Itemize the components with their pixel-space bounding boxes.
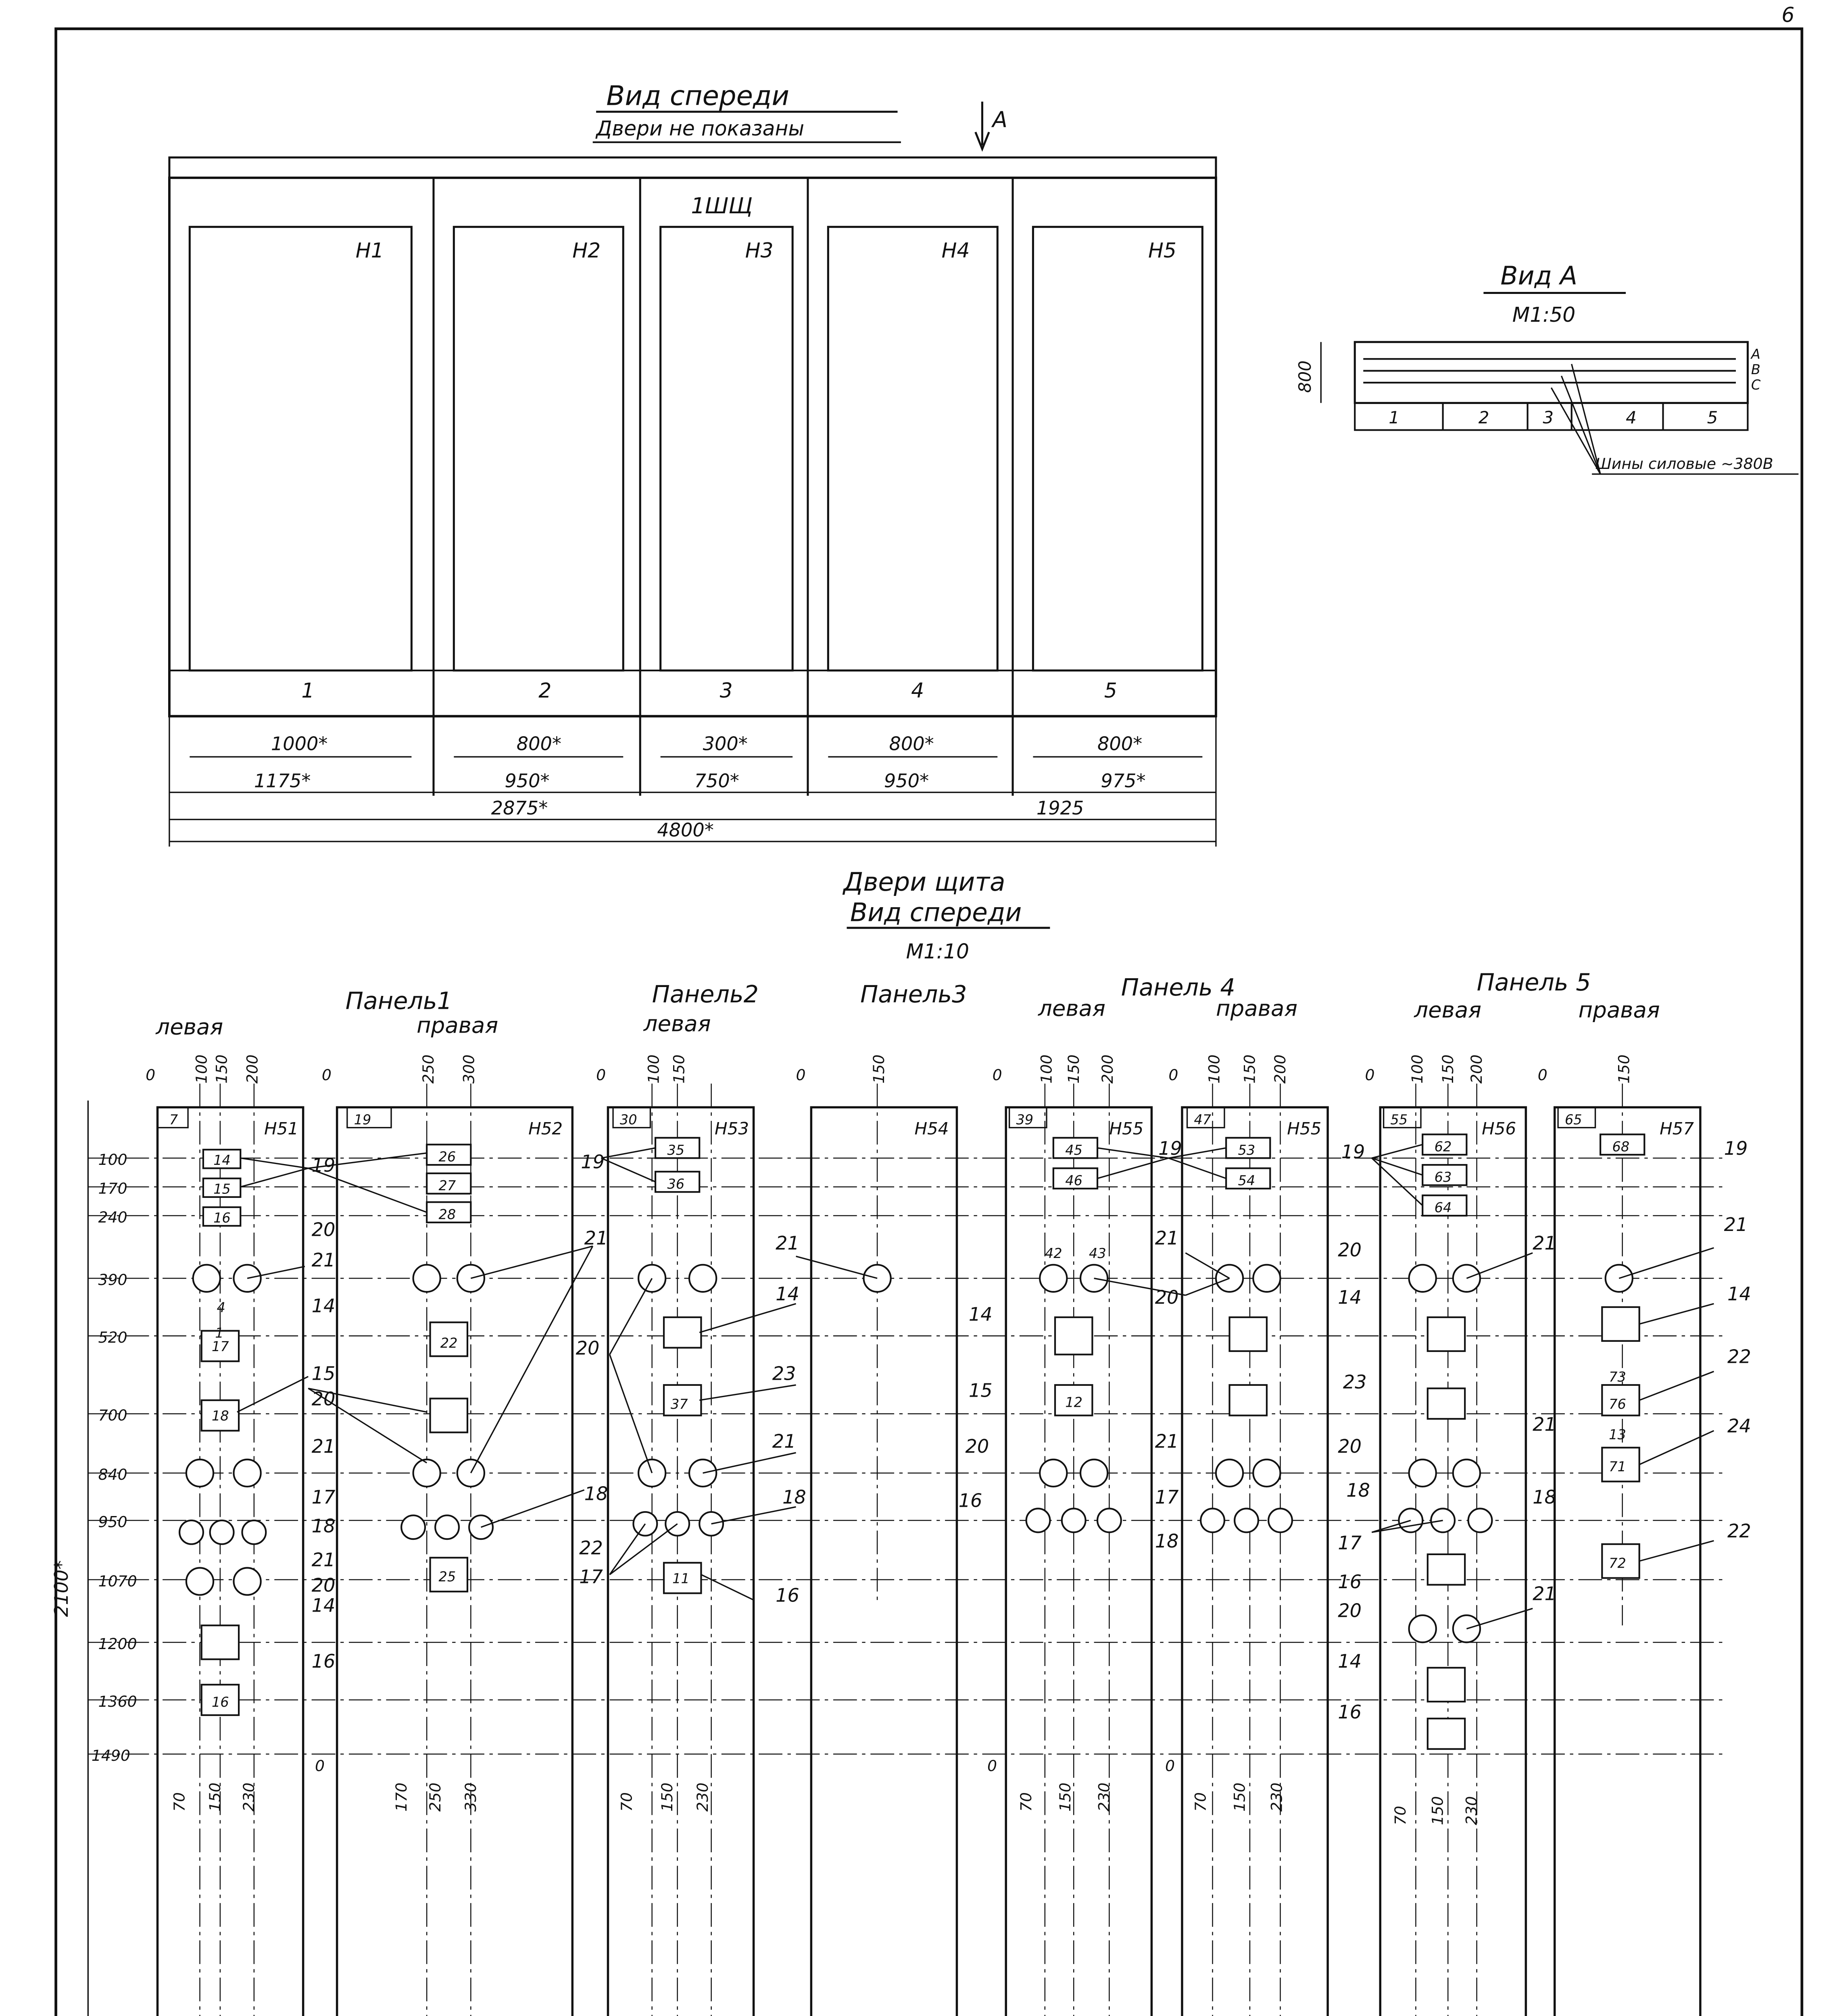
top-dim: 100 (644, 1054, 663, 1084)
plate-number: 27 (438, 1178, 456, 1194)
panel-5-window (1033, 227, 1202, 671)
leader-ref: 14 (1338, 1650, 1362, 1672)
leader-ref: 21 (1533, 1583, 1556, 1605)
leader-ref: 23 (1343, 1371, 1367, 1393)
top-dim: 200 (243, 1054, 261, 1084)
leader-ref: 21 (1155, 1227, 1179, 1249)
plate-number: 68 (1612, 1139, 1630, 1155)
leader-ref: 18 (311, 1515, 336, 1537)
leader-ref: 17 (1155, 1486, 1179, 1508)
bottom-dim: 230 (1462, 1796, 1481, 1825)
door-h55-left (1006, 1107, 1151, 2016)
plate-number: 36 (667, 1176, 685, 1192)
leader-ref: 19 (581, 1151, 605, 1173)
leader-ref: 21 (311, 1249, 336, 1271)
leader-ref: 21 (311, 1549, 336, 1571)
leader-ref: 16 (311, 1650, 336, 1672)
door-tag: Н55 (1287, 1118, 1322, 1139)
phase-mark: А (1751, 346, 1760, 362)
leader-ref: 18 (1533, 1486, 1556, 1508)
view-a-arrow (976, 102, 1007, 149)
panel-number: 4 (911, 679, 924, 703)
plate-number: 25 (438, 1569, 456, 1585)
leader-ref: 16 (1338, 1701, 1362, 1723)
top-dim: 0 (1365, 1066, 1375, 1084)
leader-ref: 19 (1341, 1141, 1365, 1163)
leader-ref: 14 (311, 1594, 336, 1616)
leader-ref: 20 (311, 1574, 336, 1596)
phase-mark: С (1751, 377, 1761, 393)
panel-width: 800* (516, 733, 561, 755)
top-dim: 150 (1064, 1054, 1082, 1084)
bottom-dim: 150 (206, 1783, 224, 1812)
leader-ref: 21 (772, 1430, 796, 1452)
leader-ref: 18 (782, 1486, 806, 1508)
level: 950 (98, 1513, 127, 1531)
leader-ref: 17 (311, 1486, 336, 1508)
bay-width: 1175* (254, 770, 311, 792)
leader-ref: 20 (311, 1388, 336, 1410)
panel-5-right: правая (1578, 997, 1660, 1023)
bottom-dim: 0 (987, 1757, 997, 1775)
panel-4-right: правая (1216, 995, 1298, 1021)
plate-number: 54 (1238, 1173, 1255, 1189)
leader-ref: 16 (1338, 1570, 1362, 1593)
top-dim: 300 (460, 1054, 478, 1084)
dim-1925: 1925 (1036, 797, 1084, 819)
doors-scale: М1:10 (906, 939, 970, 963)
panel-number: 1 (301, 679, 315, 703)
plate-number: 14 (213, 1152, 231, 1168)
plate-number: 1 (215, 1325, 224, 1341)
panel-1-left: левая (156, 1014, 223, 1040)
bottom-dim: 70 (617, 1792, 636, 1812)
leader-ref: 20 (576, 1337, 600, 1359)
level: 840 (98, 1466, 127, 1484)
dim-total: 4800* (657, 819, 714, 841)
bottom-dim: 250 (426, 1783, 444, 1812)
total-height: 2100* (50, 1560, 72, 1617)
frame-number: 47 (1194, 1112, 1212, 1128)
plate-number: 22 (440, 1335, 458, 1351)
plate-number: 73 (1609, 1369, 1626, 1385)
bay-width: 950* (884, 770, 929, 792)
level: 100 (98, 1151, 127, 1169)
panel-3-title: Панель3 (860, 980, 967, 1008)
leader-ref: 19 (311, 1154, 336, 1176)
panel-tag: Н4 (941, 238, 970, 262)
view-a-section: 4 (1626, 407, 1637, 427)
plate-number: 16 (213, 1210, 231, 1226)
top-dim: 0 (1168, 1066, 1178, 1084)
top-dim: 100 (1205, 1054, 1223, 1084)
top-dim: 0 (321, 1066, 332, 1084)
panel-tag: Н1 (355, 238, 384, 262)
page-number: 6 (1781, 3, 1795, 27)
panel-1-right: правая (416, 1012, 498, 1038)
sheet-frame (56, 29, 1802, 2016)
phase-mark: В (1751, 362, 1760, 378)
bottom-dim: 230 (1268, 1783, 1286, 1812)
panel-tag: Н5 (1148, 238, 1176, 262)
panel-2-title: Панель2 (652, 980, 759, 1008)
leader-ref: 20 (311, 1218, 336, 1241)
leader-ref: 21 (311, 1435, 336, 1457)
top-dim: 150 (1439, 1054, 1457, 1084)
panel-tag: Н3 (745, 238, 774, 262)
level: 240 (98, 1208, 127, 1226)
leader-ref: 14 (1338, 1286, 1362, 1308)
top-dim: 150 (670, 1054, 688, 1084)
panel-tag: Н2 (572, 238, 601, 262)
top-dim: 200 (1271, 1054, 1289, 1084)
leader-ref: 21 (1724, 1213, 1748, 1235)
leader-ref: 17 (1338, 1532, 1362, 1554)
level: 1070 (98, 1572, 137, 1590)
door-tag: Н51 (264, 1118, 299, 1139)
leader-ref: 22 (579, 1537, 603, 1559)
bottom-dim: 70 (1191, 1792, 1210, 1812)
view-a-section: 5 (1707, 407, 1718, 427)
panel-5-left: левая (1414, 997, 1482, 1023)
frame-number: 30 (619, 1112, 637, 1128)
top-dim: 0 (992, 1066, 1002, 1084)
top-dim: 150 (1241, 1054, 1259, 1084)
bottom-dim: 150 (658, 1783, 676, 1812)
bay-width: 750* (694, 770, 739, 792)
top-dim: 200 (1468, 1054, 1486, 1084)
bay-width: 950* (505, 770, 550, 792)
top-dim: 0 (796, 1066, 806, 1084)
leader-ref: 19 (1158, 1137, 1182, 1159)
leader-ref: 14 (1727, 1283, 1751, 1305)
panel-4-window (828, 227, 997, 671)
leader-ref: 20 (965, 1435, 989, 1457)
doors-subtitle: Вид спереди (850, 898, 1022, 927)
panel-number: 5 (1104, 679, 1117, 703)
level: 390 (98, 1271, 127, 1289)
panel-number: 2 (538, 679, 552, 703)
leader-ref: 20 (1338, 1239, 1362, 1261)
panel-3-window (661, 227, 793, 671)
view-a-section: 3 (1543, 407, 1554, 427)
leader-ref: 21 (1533, 1232, 1556, 1254)
leader-ref: 14 (776, 1283, 799, 1305)
leader-ref: 22 (1727, 1520, 1751, 1542)
plate-number: 42 (1045, 1245, 1062, 1262)
plate-number: 28 (438, 1206, 456, 1223)
leader-ref: 16 (958, 1489, 982, 1512)
panel-width: 800* (1097, 733, 1143, 755)
level: 520 (98, 1328, 127, 1346)
frame-number: 19 (354, 1112, 371, 1128)
door-h51 (158, 1107, 303, 2016)
panel-4-left: левая (1038, 995, 1105, 1021)
frame-number: 55 (1390, 1112, 1408, 1128)
front-view-subtitle: Двери не показаны (596, 116, 805, 140)
bottom-dim: 170 (392, 1783, 410, 1812)
view-a-section: 1 (1389, 407, 1399, 427)
leader-ref: 17 (579, 1566, 603, 1588)
bay-width: 975* (1101, 770, 1146, 792)
door-tag: Н55 (1109, 1118, 1144, 1139)
plate-number: 46 (1065, 1173, 1082, 1189)
top-dim: 250 (419, 1054, 437, 1084)
view-a (1295, 261, 1798, 474)
bottom-dim: 330 (461, 1783, 480, 1812)
view-a-arrow-label: А (992, 106, 1008, 132)
bottom-dim: 70 (1391, 1806, 1410, 1825)
top-dim: 150 (1615, 1054, 1633, 1084)
front-view-title: Вид спереди (606, 80, 790, 112)
bottom-dim: 230 (240, 1783, 258, 1812)
view-a-plan (1355, 342, 1748, 403)
leader-ref: 19 (1724, 1137, 1748, 1159)
plate-number: 53 (1238, 1142, 1255, 1158)
leader-ref: 14 (311, 1295, 336, 1317)
level: 1360 (98, 1692, 137, 1710)
panel-width: 300* (703, 733, 748, 755)
panel-1-title: Панель1 (345, 987, 452, 1015)
leader-ref: 21 (1155, 1430, 1179, 1452)
top-dim: 100 (1037, 1054, 1055, 1084)
top-dim: 200 (1098, 1054, 1116, 1084)
panel-width: 1000* (271, 733, 328, 755)
bottom-dim: 150 (1429, 1796, 1447, 1825)
door-tag: Н56 (1482, 1118, 1516, 1139)
frame-number: 39 (1016, 1112, 1034, 1128)
bottom-dim: 70 (170, 1792, 188, 1812)
view-a-depth: 800 (1295, 360, 1315, 393)
doors-view (50, 867, 1751, 2016)
plate-number: 12 (1065, 1394, 1082, 1410)
view-a-title: Вид А (1500, 261, 1578, 291)
bottom-dim: 0 (315, 1757, 325, 1775)
top-dim: 100 (192, 1054, 211, 1084)
bottom-dim: 150 (1230, 1783, 1249, 1812)
door-h53 (608, 1107, 753, 2016)
leader-ref: 21 (1533, 1413, 1556, 1435)
plate-number: 4 (217, 1300, 225, 1316)
panel-4-title: Панель 4 (1121, 973, 1235, 1002)
plate-number: 37 (670, 1396, 688, 1412)
top-dim: 150 (213, 1054, 231, 1084)
leader-ref: 18 (584, 1483, 608, 1505)
plate-number: 63 (1434, 1169, 1452, 1185)
door-h54 (811, 1107, 957, 2016)
plate-number: 16 (211, 1694, 229, 1710)
leader-ref: 20 (1338, 1599, 1362, 1622)
panel-5-title: Панель 5 (1477, 968, 1591, 996)
panel-1-window (190, 227, 411, 671)
plate-number: 71 (1609, 1459, 1626, 1475)
door-h55-right (1182, 1107, 1328, 2016)
leader-ref: 24 (1727, 1415, 1751, 1437)
leader-ref: 21 (584, 1227, 608, 1249)
leader-ref: 18 (1155, 1530, 1179, 1552)
leader-ref: 18 (1346, 1479, 1370, 1502)
leader-ref: 15 (311, 1362, 336, 1385)
leader-ref: 21 (776, 1232, 799, 1254)
top-dim: 0 (146, 1066, 156, 1084)
top-dim: 150 (870, 1054, 888, 1084)
plate-number: 17 (211, 1338, 229, 1354)
panel-2-window (454, 227, 623, 671)
doors-title: Двери щита (843, 867, 1005, 897)
level: 1200 (98, 1635, 137, 1653)
view-a-scale: М1:50 (1512, 302, 1576, 327)
top-dim: 100 (1408, 1054, 1426, 1084)
plate-number: 13 (1609, 1427, 1626, 1443)
plate-number: 76 (1609, 1396, 1626, 1412)
apparatus-layout (179, 1134, 1644, 1749)
front-view (169, 80, 1216, 846)
level: 1490 (91, 1747, 130, 1765)
cabinet-body (169, 178, 1216, 716)
view-a-section: 2 (1478, 407, 1489, 427)
top-dim: 0 (596, 1066, 606, 1084)
leader-ref: 14 (968, 1303, 993, 1325)
busbar-note: Шины силовые ~380В (1595, 455, 1773, 473)
bottom-dim: 230 (694, 1783, 712, 1812)
frame-number: 7 (169, 1112, 178, 1128)
panel-width: 800* (889, 733, 934, 755)
plate-number: 18 (211, 1408, 229, 1424)
bottom-dim: 70 (1017, 1792, 1035, 1812)
plate-number: 26 (438, 1149, 456, 1165)
panel-number: 3 (720, 679, 733, 703)
dim-2875: 2875* (491, 797, 548, 819)
leader-ref: 22 (1727, 1345, 1751, 1368)
plate-number: 62 (1434, 1139, 1452, 1155)
door-tag: Н54 (914, 1118, 949, 1139)
leader-ref: 16 (776, 1584, 799, 1606)
bottom-dim: 150 (1056, 1783, 1074, 1812)
plate-number: 15 (213, 1181, 231, 1197)
plate-number: 43 (1089, 1245, 1106, 1262)
door-tag: Н52 (528, 1118, 563, 1139)
leader-ref: 15 (968, 1379, 993, 1402)
plate-number: 45 (1065, 1142, 1082, 1158)
leader-ref: 20 (1155, 1286, 1179, 1308)
bottom-dim: 230 (1095, 1783, 1113, 1812)
frame-number: 65 (1564, 1112, 1582, 1128)
plate-number: 35 (667, 1142, 685, 1158)
leader-ref: 20 (1338, 1435, 1362, 1457)
panel-2-left: левая (643, 1010, 711, 1037)
plate-number: 72 (1609, 1555, 1626, 1571)
leader-ref: 23 (772, 1362, 796, 1385)
cabinet-label: 1ШЩ (691, 193, 753, 219)
bottom-dim: 0 (1165, 1757, 1175, 1775)
level: 170 (98, 1179, 127, 1198)
door-tag: Н57 (1660, 1118, 1694, 1139)
door-tag: Н53 (715, 1118, 749, 1139)
level: 700 (98, 1406, 127, 1425)
plate-number: 11 (672, 1570, 690, 1587)
top-dim: 0 (1537, 1066, 1547, 1084)
plate-number: 64 (1434, 1200, 1452, 1216)
